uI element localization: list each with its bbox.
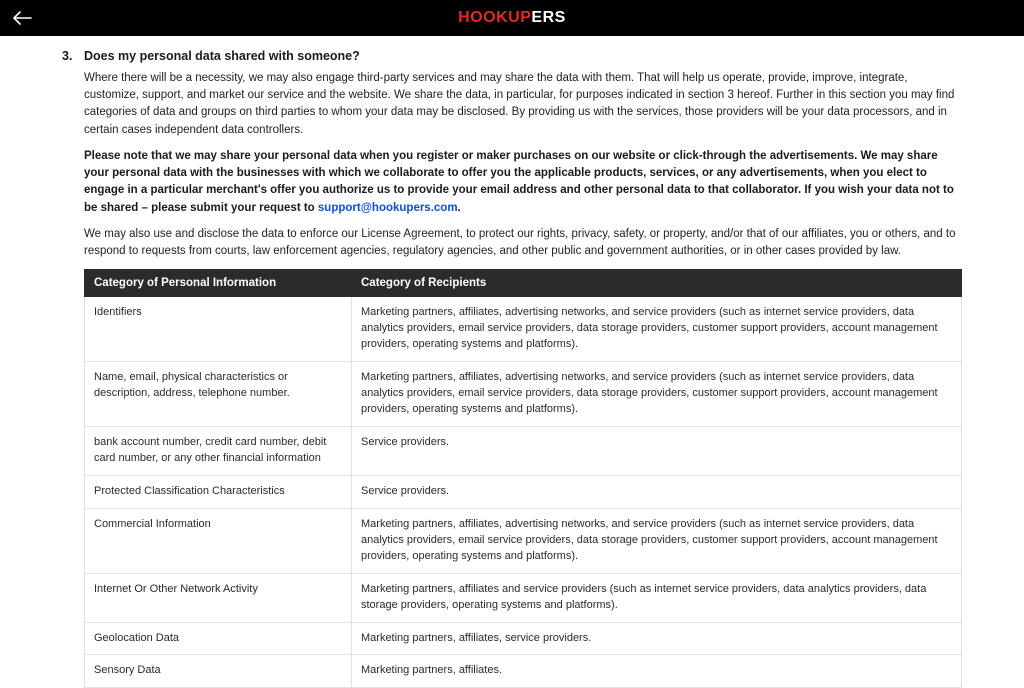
- table-row: [85, 475, 962, 508]
- table-cell-recipients: Marketing partners, affiliates, service providers.: [352, 622, 962, 655]
- table-header-category: Category of Personal Information: [85, 270, 352, 297]
- table-cell-recipients: Marketing partners, affiliates and service providers (such as internet service providers, data analytics providers, data storage providers, operating systems and platforms).: [352, 573, 962, 622]
- table-row: [85, 297, 962, 362]
- table-cell-category: Geolocation Data: [85, 622, 352, 655]
- table-cell-recipients: Service providers.: [352, 475, 962, 508]
- paragraph-1: Where there will be a necessity, we may also engage third-party services and may share the data with them. That will help us operate, provide, improve, integrate, customize, support, and market our service and the website. We share the data, in particular, for purposes indicated in section 3 hereof. Further in this section you may find categories of data and groups on third parties to whom your data may be disclosed. By providing us with the services, those providers will be your data processors, and in certain cases independent data controllers.: [84, 71, 955, 136]
- table-row: [85, 655, 962, 688]
- table-cell-recipients: Marketing partners, affiliates, advertising networks, and service providers (such as internet service providers, data analytics providers, email service providers, data storage providers, customer support providers, account management providers, operating systems and platforms).: [352, 297, 962, 362]
- table-header-row: [85, 270, 962, 297]
- section-heading: [62, 48, 962, 65]
- table-cell-category: Name, email, physical characteristics or description, address, telephone number.: [85, 362, 352, 427]
- table-cell-recipients: Marketing partners, affiliates.: [352, 655, 962, 688]
- table-cell-recipients: Service providers.: [352, 427, 962, 476]
- table-cell-category: Internet Or Other Network Activity: [85, 573, 352, 622]
- table-cell-category: Sensory Data: [85, 655, 352, 688]
- top-bar: [0, 0, 1024, 36]
- paragraph-2-text: Please note that we may share your personal data when you register or maker purchases on our website or click-through the advertisements. We may share your personal data with the businesses with which we collaborate to offer you the applicable products, services, or any advertisements, when you elect to engage in a particular merchant's offer you authorize us to provide your email address and other personal data to that collaborator. If you wish your data not to be shared – please submit your request to: [84, 149, 954, 214]
- paragraph-2-text-after: .: [457, 201, 461, 214]
- data-sharing-table: [84, 269, 962, 688]
- document-content: [0, 36, 1024, 688]
- paragraph-2: [62, 148, 962, 217]
- table-cell-category: Protected Classification Characteristics: [85, 475, 352, 508]
- data-sharing-table-wrap: [62, 269, 962, 688]
- logo-text-secondary: ERS: [531, 9, 566, 26]
- table-header-recipients: Category of Recipients: [352, 270, 962, 297]
- section-title: Does my personal data shared with someone?: [84, 49, 360, 63]
- table-cell-category: Identifiers: [85, 297, 352, 362]
- table-cell-category: bank account number, credit card number, debit card number, or any other financial information: [85, 427, 352, 476]
- table-row: [85, 427, 962, 476]
- table-row: [85, 508, 962, 573]
- back-arrow-icon[interactable]: [10, 6, 34, 30]
- table-cell-category: Commercial Information: [85, 508, 352, 573]
- table-row: [85, 573, 962, 622]
- section-number: 3.: [62, 49, 73, 63]
- table-row: [85, 622, 962, 655]
- paragraph-3: We may also use and disclose the data to enforce our License Agreement, to protect our rights, privacy, safety, or property, and/or that of our affiliates, you or others, and to respond to requests from courts, law enforcement agencies, regulatory agencies, and other public and government authorities, or in other cases provided by law.: [84, 227, 956, 258]
- site-logo[interactable]: [458, 9, 566, 27]
- table-cell-recipients: Marketing partners, affiliates, advertising networks, and service providers (such as internet service providers, data analytics providers, email service providers, data storage providers, customer support providers, account management providers, operating systems and platforms).: [352, 362, 962, 427]
- support-email-link[interactable]: support@hookupers.com: [317, 201, 458, 214]
- table-cell-recipients: Marketing partners, affiliates, advertising networks, and service providers (such as internet service providers, data analytics providers, email service providers, data storage providers, customer support providers, account management providers, operating systems and platforms).: [352, 508, 962, 573]
- logo-text-primary: HOOKUP: [458, 9, 532, 26]
- table-row: [85, 362, 962, 427]
- document-scroll-area[interactable]: [0, 36, 1024, 688]
